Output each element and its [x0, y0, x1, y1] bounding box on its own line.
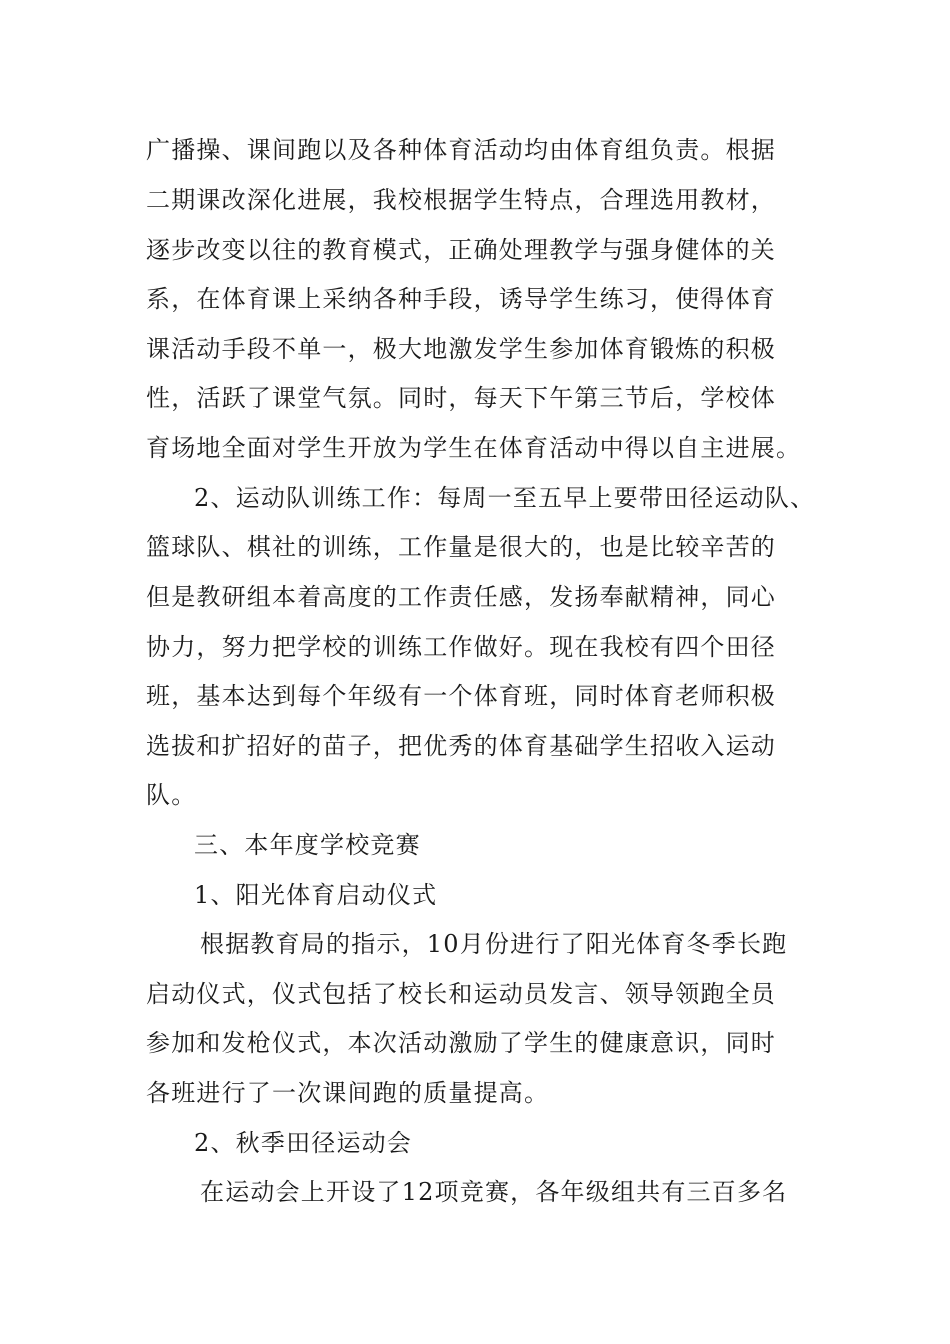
text-line: 篮球队、棋社的训练，工作量是很大的，也是比较辛苦的 — [146, 533, 776, 561]
text-line: 参加和发枪仪式，本次活动激励了学生的健康意识，同时 — [146, 1029, 776, 1057]
text-line: 育场地全面对学生开放为学生在体育活动中得以自主进展。 — [146, 434, 802, 462]
text-line: 各班进行了一次课间跑的质量提高。 — [146, 1079, 550, 1107]
text-line: 协力，努力把学校的训练工作做好。现在我校有四个田径 — [146, 633, 776, 661]
text-line: 根据教育局的指示，10月份进行了阳光体育冬季长跑 — [200, 930, 788, 958]
text-line: 选拔和扩招好的苗子，把优秀的体育基础学生招收入运动 — [146, 732, 776, 760]
text-line: 逐步改变以往的教育模式，正确处理教学与强身健体的关 — [146, 236, 776, 264]
text-line: 课活动手段不单一，极大地激发学生参加体育锻炼的积极 — [146, 335, 776, 363]
text-line: 启动仪式，仪式包括了校长和运动员发言、领导领跑全员 — [146, 980, 776, 1008]
text-line: 2、运动队训练工作：每周一至五早上要带田径运动队、 — [194, 484, 816, 512]
text-line: 二期课改深化进展，我校根据学生特点，合理选用教材， — [146, 186, 776, 214]
subsection-heading: 1、阳光体育启动仪式 — [194, 881, 438, 909]
text-line: 在运动会上开设了12项竞赛，各年级组共有三百多名 — [200, 1178, 788, 1206]
section-heading: 三、本年度学校竞赛 — [194, 831, 421, 859]
text-line: 但是教研组本着高度的工作责任感，发扬奉献精神，同心 — [146, 583, 776, 611]
text-line: 班，基本达到每个年级有一个体育班，同时体育老师积极 — [146, 682, 776, 710]
text-line: 系，在体育课上采纳各种手段，诱导学生练习，使得体育 — [146, 285, 776, 313]
subsection-heading: 2、秋季田径运动会 — [194, 1129, 413, 1157]
text-line: 性，活跃了课堂气氛。同时，每天下午第三节后，学校体 — [146, 384, 776, 412]
text-line: 队。 — [146, 781, 197, 809]
text-line: 广播操、课间跑以及各种体育活动均由体育组负责。根据 — [146, 136, 776, 164]
